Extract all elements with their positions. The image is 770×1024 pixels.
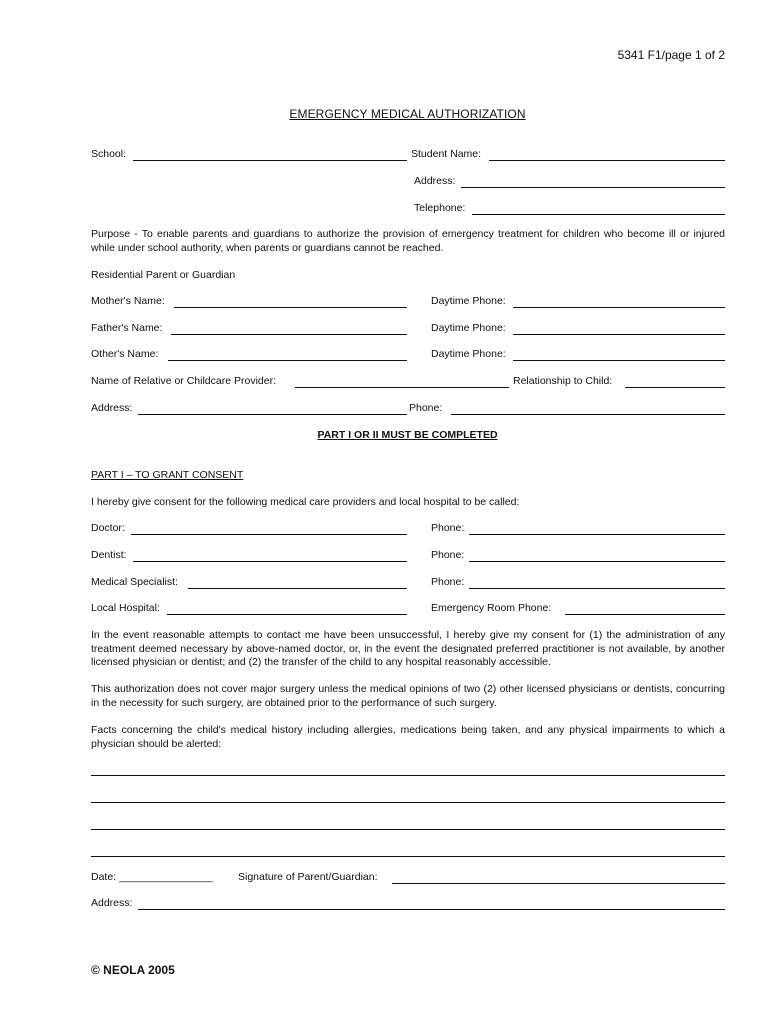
copyright-footer: © NEOLA 2005 bbox=[91, 963, 175, 977]
school-label: School: bbox=[91, 148, 127, 160]
signature-label: Signature of Parent/Guardian: bbox=[238, 871, 378, 883]
telephone-row bbox=[91, 202, 725, 216]
hospital-label: Local Hospital: bbox=[91, 602, 160, 614]
facts-line-2[interactable] bbox=[91, 802, 725, 803]
relative-address-label: Address: bbox=[91, 402, 133, 414]
facts-line-3[interactable] bbox=[91, 829, 725, 830]
signature-field[interactable] bbox=[392, 883, 725, 884]
hospital-row bbox=[91, 602, 725, 616]
facts-text: Facts concerning the child's medical history including allergies, medications being taken, and any physical impairments to which a physician should be alerted: bbox=[91, 724, 725, 750]
mother-row bbox=[91, 295, 725, 309]
final-address-label: Address: bbox=[91, 897, 133, 909]
consent-text: In the event reasonable attempts to contact me have been unsuccessful, I hereby give my consent for (1) the administration of any treatment deemed necessary by above-named doctor, or, in the event the designated preferred practitioner is not available, by another licensed physician or dentist; and (2) the transfer of the child to any hospital reasonably accessible. bbox=[91, 629, 725, 668]
address-label: Address: bbox=[414, 175, 456, 187]
school-row bbox=[91, 148, 725, 162]
final-address-row bbox=[91, 897, 725, 911]
doctor-field[interactable] bbox=[131, 534, 407, 535]
date-label: Date: ________________ bbox=[91, 871, 213, 883]
mother-phone-field[interactable] bbox=[513, 307, 725, 308]
mother-phone-label: Daytime Phone: bbox=[431, 295, 506, 307]
relationship-label: Relationship to Child: bbox=[513, 375, 613, 387]
student-name-field[interactable] bbox=[489, 160, 725, 161]
hospital-field[interactable] bbox=[167, 614, 407, 615]
facts-line-1[interactable] bbox=[91, 775, 725, 776]
page-title: EMERGENCY MEDICAL AUTHORIZATION bbox=[289, 107, 526, 121]
dentist-phone-label: Phone: bbox=[431, 549, 465, 561]
other-row bbox=[91, 348, 725, 362]
specialist-phone-field[interactable] bbox=[469, 588, 725, 589]
student-name-label: Student Name: bbox=[411, 148, 482, 160]
signature-row bbox=[91, 871, 725, 885]
surgery-text: This authorization does not cover major surgery unless the medical opinions of two (2) other licensed physicians or dentists, concurring in the necessity for such surgery, are obtained prior to the performance of such surgery. bbox=[91, 683, 725, 709]
address-row bbox=[91, 175, 725, 189]
residential-heading: Residential Parent or Guardian bbox=[91, 269, 236, 281]
dentist-label: Dentist: bbox=[91, 549, 127, 561]
doctor-row bbox=[91, 522, 725, 536]
dentist-row bbox=[91, 549, 725, 563]
relative-field[interactable] bbox=[295, 387, 509, 388]
facts-line-4[interactable] bbox=[91, 856, 725, 857]
final-address-field[interactable] bbox=[138, 909, 725, 910]
relative-address-row bbox=[91, 402, 725, 416]
doctor-label: Doctor: bbox=[91, 522, 125, 534]
address-field[interactable] bbox=[461, 187, 725, 188]
father-label: Father's Name: bbox=[91, 322, 163, 334]
father-field[interactable] bbox=[171, 334, 407, 335]
er-phone-label: Emergency Room Phone: bbox=[431, 602, 552, 614]
relative-phone-label: Phone: bbox=[409, 402, 443, 414]
specialist-phone-label: Phone: bbox=[431, 576, 465, 588]
dentist-phone-field[interactable] bbox=[469, 561, 725, 562]
part1-heading: PART I – TO GRANT CONSENT bbox=[91, 469, 244, 481]
specialist-label: Medical Specialist: bbox=[91, 576, 178, 588]
dentist-field[interactable] bbox=[133, 561, 407, 562]
father-phone-label: Daytime Phone: bbox=[431, 322, 506, 334]
other-phone-field[interactable] bbox=[513, 360, 725, 361]
other-phone-label: Daytime Phone: bbox=[431, 348, 506, 360]
purpose-text: Purpose - To enable parents and guardians to authorize the provision of emergency treatment for children who become ill or injured while under school authority, when parents or guardians cannot be reached. bbox=[91, 228, 725, 254]
doctor-phone-field[interactable] bbox=[469, 534, 725, 535]
doctor-phone-label: Phone: bbox=[431, 522, 465, 534]
mother-field[interactable] bbox=[174, 307, 407, 308]
specialist-field[interactable] bbox=[188, 588, 407, 589]
must-complete-notice: PART I OR II MUST BE COMPLETED bbox=[317, 429, 498, 441]
form-code: 5341 F1/page 1 of 2 bbox=[617, 48, 725, 62]
relative-label: Name of Relative or Childcare Provider: bbox=[91, 375, 276, 387]
other-label: Other's Name: bbox=[91, 348, 159, 360]
telephone-label: Telephone: bbox=[414, 202, 466, 214]
specialist-row bbox=[91, 576, 725, 590]
school-field[interactable] bbox=[133, 160, 407, 161]
father-row bbox=[91, 322, 725, 336]
relationship-field[interactable] bbox=[625, 387, 725, 388]
relative-phone-field[interactable] bbox=[451, 414, 725, 415]
telephone-field[interactable] bbox=[472, 214, 725, 215]
part1-intro: I hereby give consent for the following medical care providers and local hospital to be called: bbox=[91, 496, 520, 508]
father-phone-field[interactable] bbox=[513, 334, 725, 335]
relative-address-field[interactable] bbox=[138, 414, 407, 415]
other-field[interactable] bbox=[168, 360, 407, 361]
mother-label: Mother's Name: bbox=[91, 295, 165, 307]
er-phone-field[interactable] bbox=[565, 614, 725, 615]
relative-row bbox=[91, 375, 725, 389]
